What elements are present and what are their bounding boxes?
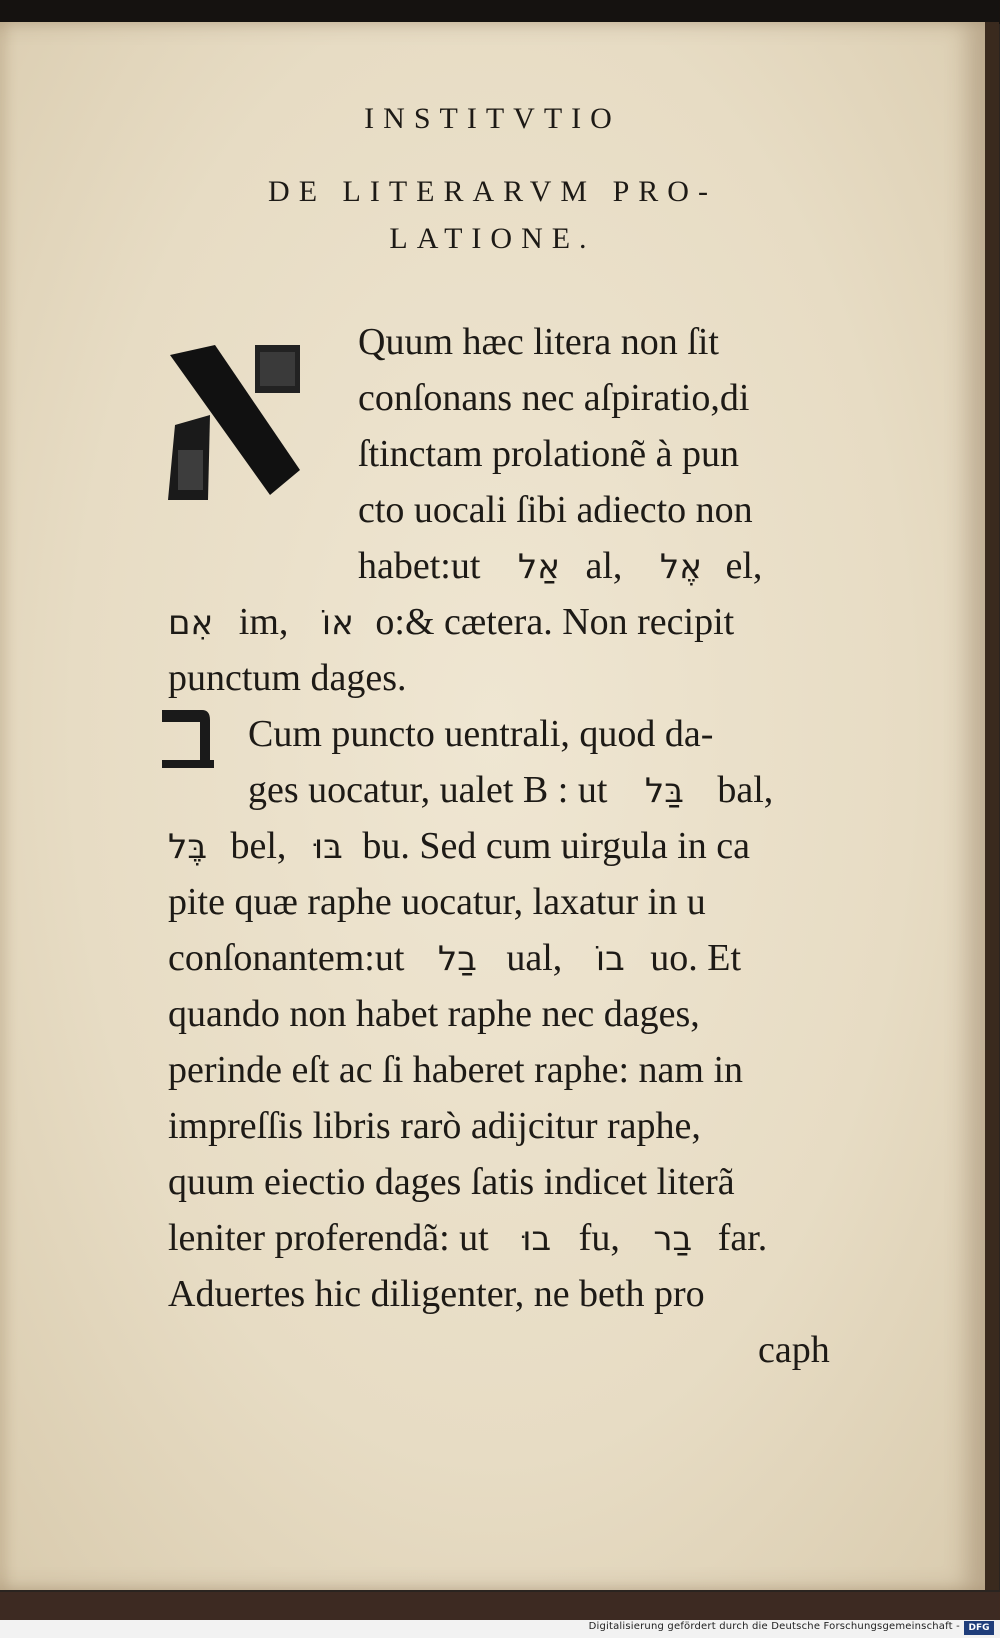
hebrew-word: אֶל — [659, 547, 702, 587]
text-line-with-hebrew — [358, 538, 762, 596]
catchword: caph — [758, 1329, 830, 1371]
text-line: ſtinctam prolationẽ à pun — [358, 433, 739, 475]
hebrew-word: בַּל — [644, 771, 684, 811]
latin-text: leniter proferendã: ut — [168, 1217, 489, 1259]
text-line: Aduertes hic diligenter, ne beth pro — [168, 1273, 705, 1315]
text-line-with-hebrew — [168, 1210, 767, 1268]
text-line: quum eiectio dages ſatis indicet literã — [168, 1161, 735, 1203]
hebrew-word: בֶּל — [168, 827, 207, 867]
hebrew-word: אִם — [168, 603, 214, 643]
latin-text: ges uocatur, ualet B : ut — [248, 769, 608, 811]
hebrew-word: בוֹ — [595, 939, 625, 979]
book-page — [0, 22, 999, 1590]
title-line-1: INSTITVTIO — [364, 102, 621, 135]
hebrew-word: אַל — [517, 547, 560, 587]
hebrew-word: אוֹ — [321, 603, 354, 643]
text-line: punctum dages. — [168, 657, 407, 699]
latin-text: habet:ut — [358, 545, 481, 587]
hebrew-word: בּוּ — [313, 827, 343, 867]
text-line: cto uocali ſibi adiecto non — [358, 489, 753, 531]
text-line: perinde eſt ac ſi haberet raphe: nam in — [168, 1049, 744, 1091]
latin-text: fu, — [578, 1217, 620, 1259]
title-line-3: LATIONE. — [389, 222, 596, 255]
text-line-with-hebrew — [168, 818, 750, 876]
latin-text: conſonantem:ut — [168, 937, 405, 979]
digitization-credit: Digitalisierung gefördert durch die Deutsche Forschungsgemeinschaft - — [588, 1621, 960, 1632]
latin-text: al, — [585, 545, 623, 587]
latin-text: o:& cætera. Non recipit — [375, 601, 735, 643]
latin-text: el, — [725, 545, 763, 587]
latin-text: uo. Et — [650, 937, 742, 979]
text-line: Cum puncto uentrali, quod da- — [248, 713, 714, 755]
text-line: conſonans nec aſpiratio,di — [358, 377, 750, 419]
text-line-with-hebrew — [168, 594, 734, 652]
latin-text: bel, — [230, 825, 287, 867]
beth-initial — [158, 702, 214, 774]
aleph-initial-woodcut — [160, 330, 310, 510]
hebrew-word: בַר — [653, 1219, 693, 1259]
latin-text: ual, — [506, 937, 563, 979]
text-line-with-hebrew — [168, 930, 741, 988]
latin-text: bu. Sed cum uirgula in ca — [362, 825, 751, 867]
hebrew-word: בוּ — [522, 1219, 552, 1259]
title-line-2: DE LITERARVM PRO- — [268, 175, 717, 208]
latin-text: im, — [238, 601, 289, 643]
text-line-with-hebrew — [248, 762, 773, 820]
top-border — [0, 0, 1000, 24]
text-line: Quum hæc litera non ſit — [358, 321, 719, 363]
text-line: impreſſis libris rarò adijcitur raphe, — [168, 1105, 701, 1147]
latin-text: far. — [717, 1217, 768, 1259]
text-line: quando non habet raphe nec dages, — [168, 993, 700, 1035]
dfg-logo: DFG — [964, 1621, 994, 1635]
latin-text: bal, — [717, 769, 774, 811]
hebrew-word: בַל — [437, 939, 477, 979]
text-line: pite quæ raphe uocatur, laxatur in u — [168, 881, 706, 923]
